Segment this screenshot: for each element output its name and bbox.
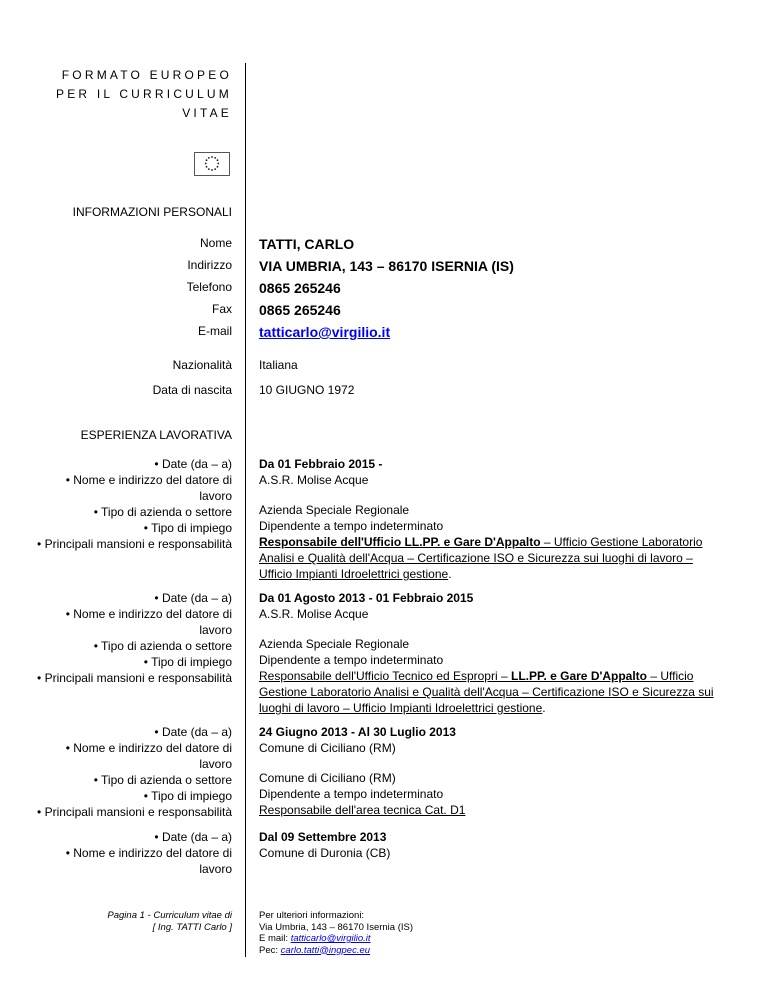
job-3-duties: Responsabile dell'area tecnica Cat. D1 <box>259 803 466 817</box>
value-phone: 0865 265246 <box>259 280 341 296</box>
document-title <box>56 66 232 123</box>
job-3-labels <box>37 724 232 820</box>
footer-pec-link[interactable]: carlo.tatti@ingpec.eu <box>280 944 371 956</box>
job-1-company-type: Azienda Speciale Regionale <box>259 503 410 517</box>
title-line-3: VITAE <box>182 106 232 120</box>
job-1-details <box>259 456 719 582</box>
label-dates: • Date (da – a) <box>154 457 232 471</box>
footer-page-number: Pagina 1 - Curriculum vitae di <box>107 910 232 921</box>
job-4-labels <box>66 829 232 877</box>
footer-email-link[interactable]: tatticarlo@virgilio.it <box>290 933 371 944</box>
label-employment-type: • Tipo di impiego <box>143 655 232 669</box>
job-2-duties: Responsabile dell'Ufficio Tecnico ed Espropri – LL.PP. e Gare D'Appalto – Ufficio Gestione Laboratorio Analisi e Qualità dell'Acqua – Certificazione ISO e Sicurezza sui luoghi di lavoro – Ufficio Impianti Idroelettrici gestione. <box>259 669 714 715</box>
label-duties: • Principali mansioni e responsabilità <box>37 805 232 819</box>
job-1-duties: Responsabile dell'Ufficio LL.PP. e Gare D'Appalto – Ufficio Gestione Laboratorio Analisi e Qualità dell'Acqua – Certificazione ISO e Sicurezza sui luoghi di lavoro – Ufficio Impianti Idroelettrici gestione. <box>259 535 703 581</box>
job-1-labels <box>37 456 232 552</box>
eu-flag-icon <box>194 152 230 176</box>
job-3-details <box>259 724 719 818</box>
value-name: TATTI, CARLO <box>259 236 355 252</box>
footer-info-label: Per ulteriori informazioni: <box>259 910 365 921</box>
label-phone: Telefono <box>186 280 232 294</box>
job-4-employer: Comune di Duronia (CB) <box>259 846 391 860</box>
footer-page-info <box>107 910 232 934</box>
job-1-employer: A.S.R. Molise Acque <box>259 473 369 487</box>
footer-contact <box>259 910 413 956</box>
label-employment-type: • Tipo di impiego <box>143 789 232 803</box>
label-employment-type: • Tipo di impiego <box>143 521 232 535</box>
value-fax: 0865 265246 <box>259 302 341 318</box>
job-2-details <box>259 590 719 716</box>
job-2-company-type: Azienda Speciale Regionale <box>259 637 410 651</box>
job-3-employment-type: Dipendente a tempo indeterminato <box>259 787 444 801</box>
label-duties: • Principali mansioni e responsabilità <box>37 671 232 685</box>
job-1-employment-type: Dipendente a tempo indeterminato <box>259 519 444 533</box>
footer-author: [ Ing. TATTI Carlo ] <box>152 922 232 933</box>
value-birth-date: 10 GIUGNO 1972 <box>259 383 355 397</box>
job-1-dates: Da 01 Febbraio 2015 - <box>259 457 383 471</box>
value-nationality: Italiana <box>259 358 298 372</box>
job-2-labels <box>37 590 232 686</box>
label-employer-cont: lavoro <box>199 862 232 876</box>
label-dates: • Date (da – a) <box>154 591 232 605</box>
job-4-details <box>259 829 719 861</box>
label-email: E-mail <box>197 324 232 338</box>
value-address: VIA UMBRIA, 143 – 86170 ISERNIA (IS) <box>259 258 514 274</box>
label-dates: • Date (da – a) <box>154 830 232 844</box>
section-work-experience: ESPERIENZA LAVORATIVA <box>80 428 232 442</box>
footer-pec-row: Pec: carlo.tatti@ingpec.eu <box>259 944 371 956</box>
title-line-1: FORMATO EUROPEO <box>61 68 232 82</box>
section-personal-info: INFORMAZIONI PERSONALI <box>72 205 232 219</box>
label-employer: • Nome e indirizzo del datore di <box>65 473 232 487</box>
label-company-type: • Tipo di azienda o settore <box>93 505 232 519</box>
title-line-2: PER IL CURRICULUM <box>56 87 232 101</box>
job-2-employer: A.S.R. Molise Acque <box>259 607 369 621</box>
label-employer-cont: lavoro <box>199 489 232 503</box>
column-divider <box>245 63 246 957</box>
label-employer: • Nome e indirizzo del datore di <box>65 607 232 621</box>
label-employer-cont: lavoro <box>199 757 232 771</box>
label-nationality: Nazionalità <box>172 358 232 372</box>
job-4-dates: Dal 09 Settembre 2013 <box>259 830 387 844</box>
job-3-dates: 24 Giugno 2013 - Al 30 Luglio 2013 <box>259 725 456 739</box>
label-employer: • Nome e indirizzo del datore di <box>65 846 232 860</box>
label-employer: • Nome e indirizzo del datore di <box>65 741 232 755</box>
job-2-dates: Da 01 Agosto 2013 - 01 Febbraio 2015 <box>259 591 474 605</box>
job-3-company-type: Comune di Ciciliano (RM) <box>259 771 396 785</box>
label-company-type: • Tipo di azienda o settore <box>93 639 232 653</box>
footer-address: Via Umbria, 143 – 86170 Isernia (IS) <box>259 921 414 933</box>
email-link[interactable]: tatticarlo@virgilio.it <box>259 324 391 340</box>
label-name: Nome <box>199 236 232 250</box>
label-birth-date: Data di nascita <box>152 383 232 397</box>
label-employer-cont: lavoro <box>199 623 232 637</box>
job-3-employer: Comune di Ciciliano (RM) <box>259 741 396 755</box>
footer-email-row: E mail: tatticarlo@virgilio.it <box>259 933 371 944</box>
label-address: Indirizzo <box>187 258 232 272</box>
label-duties: • Principali mansioni e responsabilità <box>37 537 232 551</box>
label-dates: • Date (da – a) <box>154 725 232 739</box>
job-2-employment-type: Dipendente a tempo indeterminato <box>259 653 444 667</box>
label-fax: Fax <box>211 302 232 316</box>
label-company-type: • Tipo di azienda o settore <box>93 773 232 787</box>
